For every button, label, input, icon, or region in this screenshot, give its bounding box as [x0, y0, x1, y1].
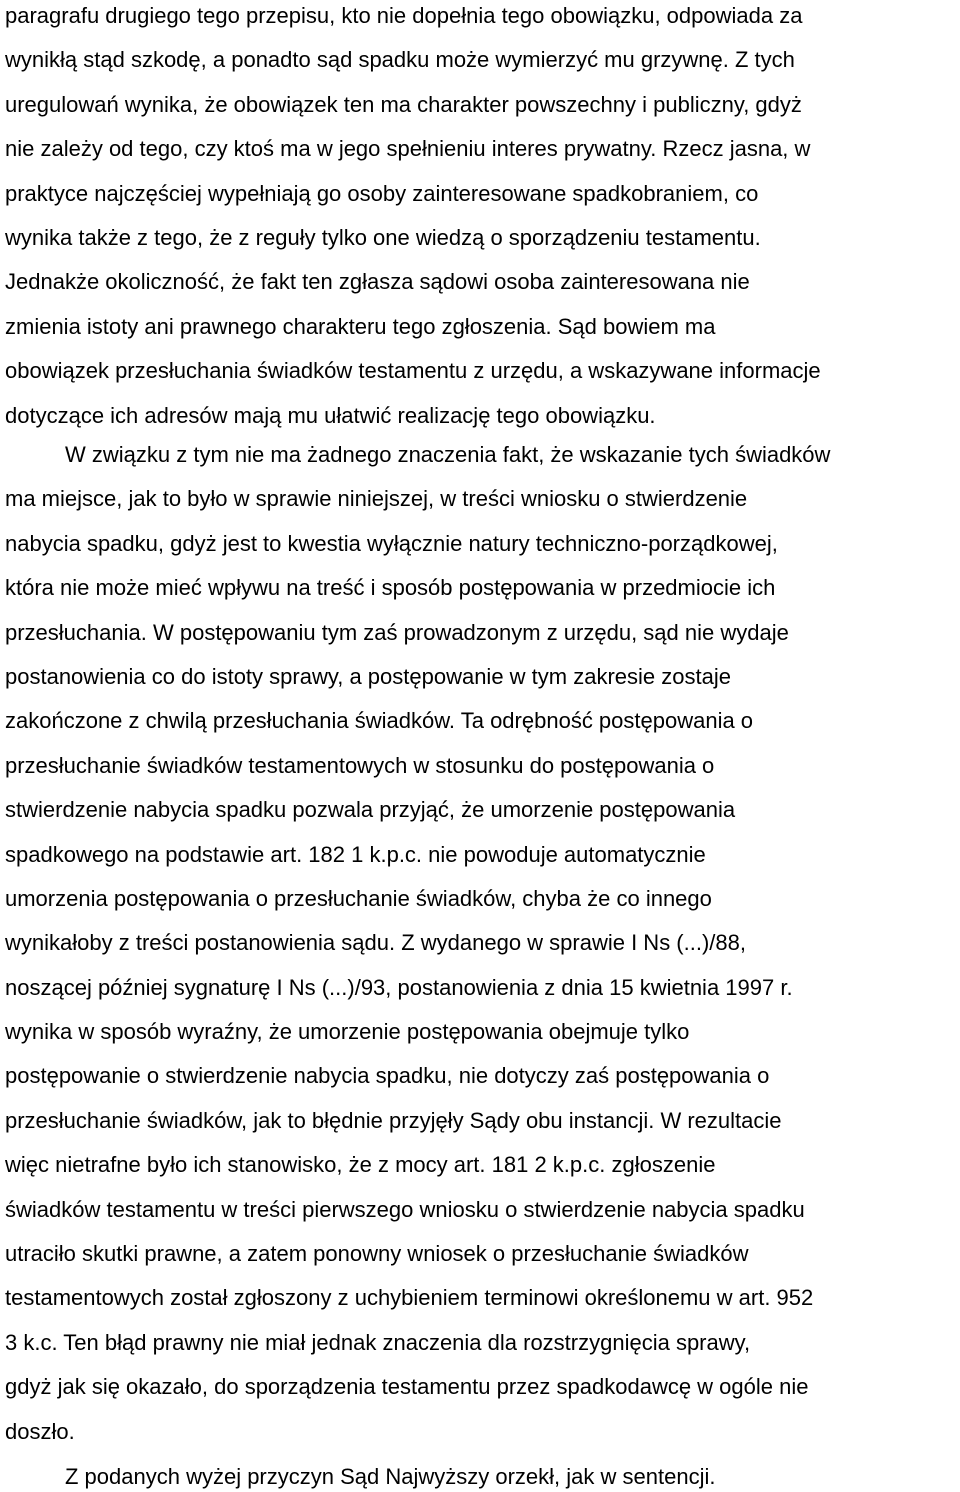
text-line: świadków testamentu w treści pierwszego wniosku o stwierdzenie nabycia spadku [5, 1196, 805, 1222]
text-line: stwierdzenie nabycia spadku pozwala przyjąć, że umorzenie postępowania [5, 797, 736, 823]
text-line: wynika także z tego, że z reguły tylko one wiedzą o sporządzeniu testamentu. [5, 224, 761, 250]
text-line: postanowienia co do istoty sprawy, a postępowanie w tym zakresie zostaje [5, 663, 731, 689]
text-line: która nie może mieć wpływu na treść i sposób postępowania w przedmiocie ich [5, 575, 776, 601]
text-line: przesłuchanie świadków, jak to błędnie przyjęły Sądy obu instancji. W rezultacie [5, 1107, 782, 1133]
text-line: przesłuchania. W postępowaniu tym zaś prowadzonym z urzędu, sąd nie wydaje [5, 619, 789, 645]
paragraph-reasoning [5, 433, 830, 1454]
text-line: dotyczące ich adresów mają mu ułatwić realizację tego obowiązku. [5, 402, 656, 428]
text-line: nie zależy od tego, czy ktoś ma w jego spełnieniu interes prywatny. Rzecz jasna, w [5, 136, 811, 162]
text-line: Jednakże okoliczność, że fakt ten zgłasza sądowi osoba zainteresowana nie [5, 269, 750, 295]
text-line: ma miejsce, jak to było w sprawie niniejszej, w treści wniosku o stwierdzenie [5, 486, 748, 512]
text-line: umorzenia postępowania o przesłuchanie świadków, chyba że co innego [5, 885, 712, 911]
text-line: testamentowych został zgłoszony z uchybieniem terminowi określonemu w art. 952 [5, 1285, 814, 1311]
paragraph-conclusion [5, 1455, 715, 1492]
text-line: 3 k.c. Ten błąd prawny nie miał jednak znaczenia dla rozstrzygnięcia sprawy, [5, 1329, 751, 1355]
text-line: więc nietrafne było ich stanowisko, że z mocy art. 181 2 k.p.c. zgłoszenie [5, 1152, 716, 1178]
text-line: wynikłą stąd szkodę, a ponadto sąd spadku może wymierzyć mu grzywnę. Z tych [5, 47, 795, 73]
text-line: uregulowań wynika, że obowiązek ten ma charakter powszechny i publiczny, gdyż [5, 91, 802, 117]
text-line: postępowanie o stwierdzenie nabycia spadku, nie dotyczy zaś postępowania o [5, 1063, 770, 1089]
text-line: praktyce najczęściej wypełniają go osoby zainteresowane spadkobraniem, co [5, 180, 759, 206]
paragraph-continuation [5, 0, 821, 438]
text-line: utraciło skutki prawne, a zatem ponowny wniosek o przesłuchanie świadków [5, 1241, 749, 1267]
text-line: wynikałoby z treści postanowienia sądu. Z wydanego w sprawie I Ns (...)/88, [5, 930, 746, 956]
text-line: zmienia istoty ani prawnego charakteru tego zgłoszenia. Sąd bowiem ma [5, 313, 716, 339]
text-line: przesłuchanie świadków testamentowych w stosunku do postępowania o [5, 752, 715, 778]
text-line: nabycia spadku, gdyż jest to kwestia wyłącznie natury techniczno-porządkowej, [5, 530, 778, 556]
text-line: doszło. [5, 1418, 75, 1444]
text-line-indented: Z podanych wyżej przyczyn Sąd Najwyższy orzekł, jak w sentencji. [65, 1464, 716, 1489]
text-line: zakończone z chwilą przesłuchania świadków. Ta odrębność postępowania o [5, 708, 754, 734]
text-line: gdyż jak się okazało, do sporządzenia testamentu przez spadkodawcę w ogóle nie [5, 1374, 809, 1400]
text-line-indented: W związku z tym nie ma żadnego znaczenia fakt, że wskazanie tych świadków [65, 442, 831, 467]
text-line: obowiązek przesłuchania świadków testamentu z urzędu, a wskazywane informacje [5, 358, 821, 384]
text-line: wynika w sposób wyraźny, że umorzenie postępowania obejmuje tylko [5, 1019, 690, 1045]
text-line: noszącej później sygnaturę I Ns (...)/93, postanowienia z dnia 15 kwietnia 1997 r. [5, 974, 793, 1000]
text-line: spadkowego na podstawie art. 182 1 k.p.c. nie powoduje automatycznie [5, 841, 706, 867]
text-line: paragrafu drugiego tego przepisu, kto nie dopełnia tego obowiązku, odpowiada za [5, 3, 803, 28]
